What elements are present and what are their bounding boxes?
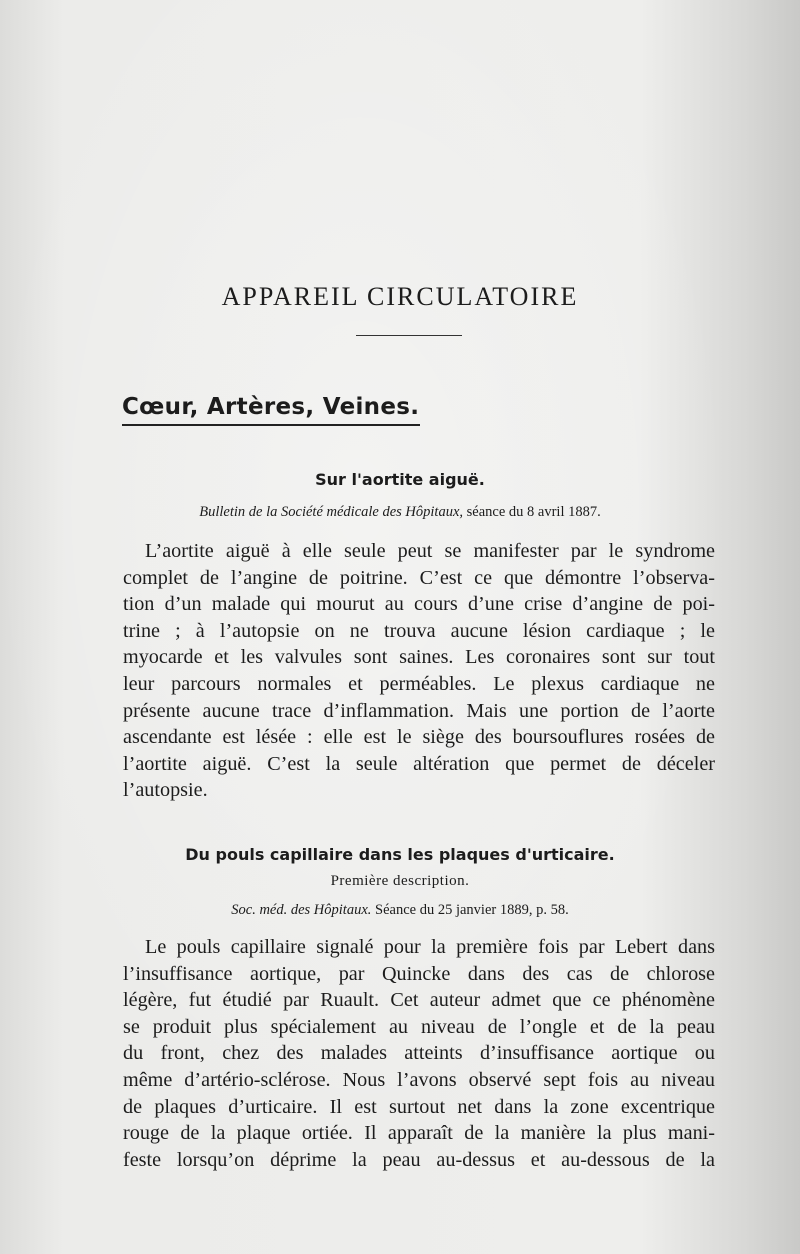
text-line: l’autopsie. [123, 779, 208, 802]
section-title: APPAREIL CIRCULATOIRE [221, 282, 579, 311]
text-line: complet de l’angine de poitrine. C’est ce que démontre l’observa- [123, 566, 715, 589]
source-journal: Soc. méd. des Hôpitaux. [231, 902, 372, 918]
text-line: du front, chez des malades atteints d’insuffisance aortique ou [123, 1042, 715, 1065]
source-date: séance du 8 avril 1887. [463, 504, 601, 520]
text-line: se produit plus spécialement au niveau de l’ongle et de la peau [123, 1015, 715, 1038]
text-line: légère, fut étudié par Ruault. Cet auteur admet que ce phénomène [123, 989, 715, 1012]
text-line: trine ; à l’autopsie on ne trouva aucune lésion cardiaque ; le [123, 619, 715, 642]
article-body-aortite [123, 538, 715, 804]
source-date: Séance du 25 janvier 1889, p. 58. [371, 902, 569, 918]
text-line: rouge de la plaque ortiée. Il apparaît de la manière la plus mani- [123, 1122, 715, 1145]
text-line: présente aucune trace d’inflammation. Mais une portion de l’aorte [123, 699, 715, 722]
article-title-aortite: Sur l'aortite aiguë. [315, 470, 485, 489]
text-line: feste lorsqu’on déprime la peau au-dessus et au-dessous de la [123, 1148, 715, 1171]
source-journal: Bulletin de la Société médicale des Hôpitaux, [199, 504, 464, 520]
text-line: tion d’un malade qui mourut au cours d’une crise d’angine de poi- [123, 593, 715, 616]
title-divider [356, 335, 462, 336]
text-line: L’aortite aiguë à elle seule peut se manifester par le syndrome [145, 540, 715, 562]
text-line: ascendante est lésée : elle est le siège des boursouflures rosées de [123, 726, 715, 749]
article-title-pouls: Du pouls capillaire dans les plaques d'urticaire. [185, 845, 615, 864]
sub-heading: Cœur, Artères, Veines. [122, 394, 420, 426]
text-line: même d’artério-sclérose. Nous l’avons observé sept fois au niveau [123, 1068, 715, 1091]
text-line: de plaques d’urticaire. Il est surtout net dans la zone excentrique [123, 1095, 715, 1118]
article-source-pouls [0, 902, 800, 919]
text-line: l’aortite aiguë. C’est la seule altération que permet de déceler [123, 752, 715, 775]
article-source-aortite [0, 504, 800, 521]
text-line: l’insuffisance aortique, par Quincke dans des cas de chlorose [123, 962, 715, 985]
text-line: Le pouls capillaire signalé pour la première fois par Lebert dans [145, 936, 715, 958]
text-line: leur parcours normales et perméables. Le plexus cardiaque ne [123, 672, 715, 695]
article-note: Première description. [330, 873, 470, 889]
article-body-pouls [123, 934, 715, 1173]
text-line: myocarde et les valvules sont saines. Les coronaires sont sur tout [123, 646, 715, 669]
